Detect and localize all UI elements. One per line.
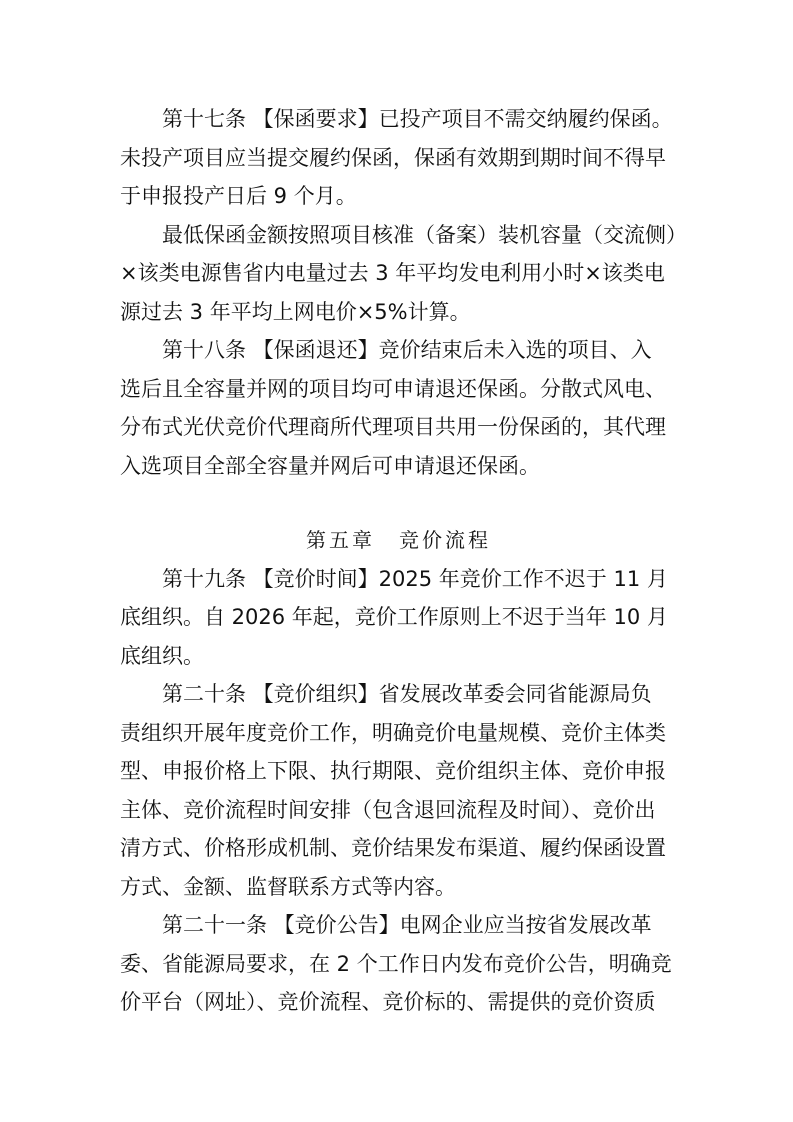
guarantee-amount-line-1: 最低保函金额按照项目核准（备案）装机容量（交流侧） [162, 222, 687, 247]
article-21-line-3: 价平台（网址）、竞价流程、竞价标的、需提供的竞价资质 [120, 990, 656, 1014]
chapter-heading [120, 485, 677, 560]
article-20 [120, 675, 677, 906]
article-20-line-2: 责组织开展年度竞价工作，明确竞价电量规模、竞价主体类 [120, 720, 666, 745]
chapter-title: 竞价流程 [399, 528, 491, 552]
article-18-line-4: 入选项目全部全容量并网后可申请退还保函。 [120, 453, 540, 478]
article-19-line-1: 第十九条 【竞价时间】2025 年竞价工作不迟于 11 月 [162, 566, 668, 591]
document-page [120, 100, 687, 1022]
article-21-line-1: 第二十一条 【竞价公告】电网企业应当按省发展改革 [162, 913, 652, 937]
article-18 [120, 331, 677, 485]
article-18-line-3: 分布式光伏竞价代理商所代理项目共用一份保函的，其代理 [120, 415, 666, 439]
article-17-line-3: 于申报投产日后 9 个月。 [120, 184, 357, 208]
guarantee-amount-paragraph [120, 216, 687, 332]
article-19-line-2: 底组织。自 2026 年起，竞价工作原则上不迟于当年 10 月 [120, 605, 668, 629]
article-21-line-2: 委、省能源局要求，在 2 个工作日内发布竞价公告，明确竞 [120, 951, 672, 976]
article-18-line-1: 第十八条 【保函退还】竞价结束后未入选的项目、入 [162, 338, 652, 362]
article-20-line-1: 第二十条 【竞价组织】省发展改革委会同省能源局负 [162, 682, 652, 706]
article-20-line-4: 主体、竞价流程时间安排（包含退回流程及时间）、竞价出 [120, 797, 656, 822]
guarantee-amount-line-3: 源过去 3 年平均上网电价×5%计算。 [120, 299, 471, 324]
article-17 [120, 100, 677, 216]
guarantee-amount-line-2: ×该类电源售省内电量过去 3 年平均发电利用小时×该类电 [120, 261, 665, 285]
article-21 [120, 906, 677, 1022]
article-19-line-3: 底组织。 [120, 643, 204, 668]
article-20-line-5: 清方式、价格形成机制、竞价结果发布渠道、履约保函设置 [120, 836, 666, 860]
chapter-number: 第五章 [306, 528, 375, 552]
article-20-line-6: 方式、金额、监督联系方式等内容。 [120, 874, 456, 899]
article-17-line-2: 未投产项目应当提交履约保函，保函有效期到期时间不得早 [120, 145, 666, 170]
article-19 [120, 560, 677, 676]
article-20-line-3: 型、申报价格上下限、执行期限、竞价组织主体、竞价申报 [120, 759, 666, 783]
article-18-line-2: 选后且全容量并网的项目均可申请退还保函。分散式风电、 [120, 376, 666, 401]
article-17-line-1: 第十七条 【保函要求】已投产项目不需交纳履约保函。 [162, 107, 673, 131]
